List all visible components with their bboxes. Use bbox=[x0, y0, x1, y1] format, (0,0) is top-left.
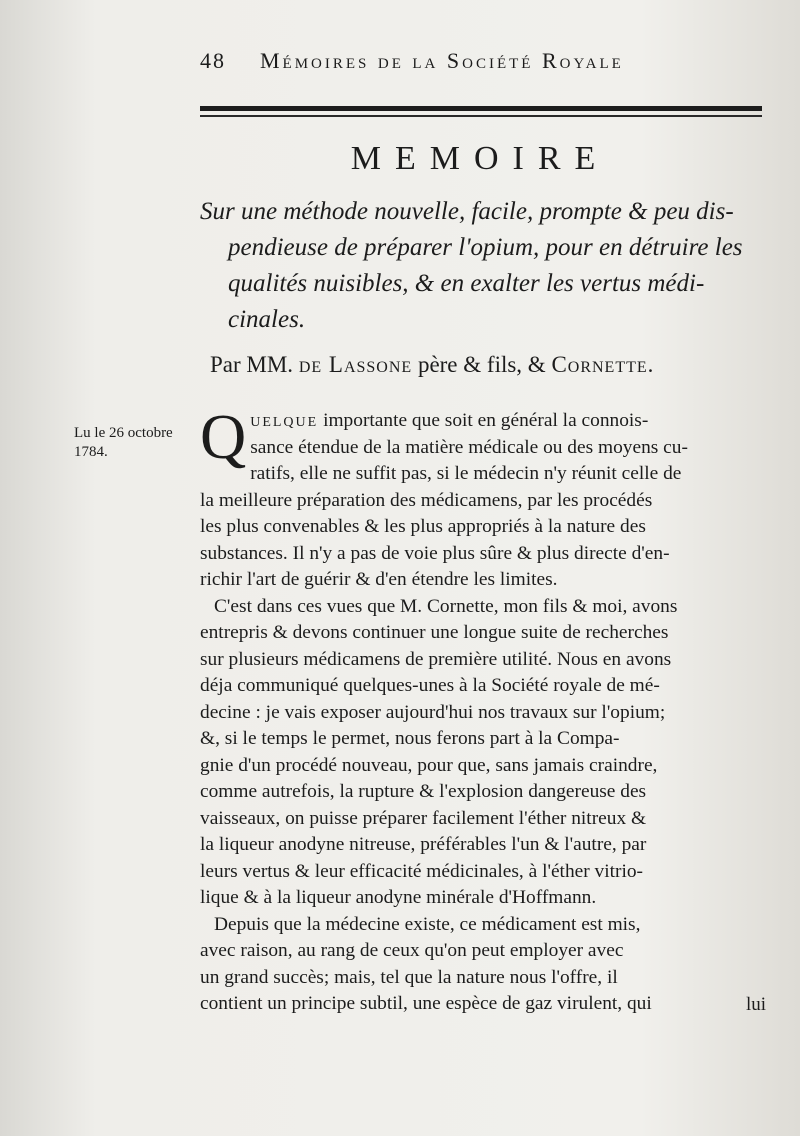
body-line: decine : je vais exposer aujourd'hui nos travaux sur l'opium; bbox=[200, 701, 666, 723]
body-line: &, si le temps le permet, nous ferons part à la Compa- bbox=[200, 728, 620, 749]
body-line: sur plusieurs médicamens de première utilité. Nous en avons bbox=[200, 648, 672, 670]
memoir-title: MEMOIRE bbox=[350, 140, 610, 177]
body-line: entrepris & devons continuer une longue suite de recherches bbox=[200, 622, 669, 643]
margin-note-date: Lu le 26 octobre bbox=[74, 425, 173, 441]
body-line: Depuis que la médecine existe, ce médicament est mis, bbox=[214, 913, 641, 935]
header-rule-thick bbox=[200, 106, 762, 111]
subtitle-line: cinales. bbox=[228, 306, 306, 333]
subtitle-line: qualités nuisibles, & en exalter les vertus médi- bbox=[228, 270, 705, 297]
body-line: la liqueur anodyne nitreuse, préférables l'un & l'autre, par bbox=[200, 834, 647, 855]
header-rule-thin bbox=[200, 115, 762, 117]
body-line: contient un principe subtil, une espèce de gaz virulent, qui bbox=[200, 993, 652, 1014]
authors-middle: père & fils, & bbox=[417, 352, 546, 377]
subtitle-line: pendieuse de préparer l'opium, pour en détruire les bbox=[228, 234, 743, 261]
body-line: C'est dans ces vues que M. Cornette, mon fils & moi, avons bbox=[214, 595, 678, 617]
body-line: substances. Il n'y a pas de voie plus sûre & plus directe d'en- bbox=[200, 542, 670, 564]
first-word: uelque bbox=[250, 410, 319, 431]
body-line: leurs vertus & leur efficacité médicinales, à l'éther vitrio- bbox=[200, 860, 644, 882]
body-line: comme autrefois, la rupture & l'explosion dangereuse des bbox=[200, 781, 647, 802]
catchword: lui bbox=[746, 994, 767, 1015]
memoir-subtitle bbox=[200, 194, 760, 338]
authors-prefix: Par MM. bbox=[210, 352, 294, 377]
body-line: vaisseaux, on puisse préparer facilement l'éther nitreux & bbox=[200, 807, 647, 829]
body-text bbox=[200, 401, 766, 1018]
body-line: ratifs, elle ne suffit pas, si le médecin n'y réunit celle de bbox=[250, 463, 682, 484]
authors-line bbox=[210, 352, 770, 378]
body-line: lique & à la liqueur anodyne minérale d'Hoffmann. bbox=[200, 887, 597, 908]
body-line: un grand succès; mais, tel que la nature nous l'offre, il bbox=[200, 966, 618, 988]
body-line: les plus convenables & les plus appropriés à la nature des bbox=[200, 516, 646, 537]
body-line: gnie d'un procédé nouveau, pour que, sans jamais craindre, bbox=[200, 754, 658, 776]
author-name: Cornette. bbox=[551, 352, 655, 377]
body-line: sance étendue de la matière médicale ou des moyens cu- bbox=[250, 436, 688, 458]
margin-note-year: 1784. bbox=[74, 444, 108, 460]
body-line: importante que soit en général la connois- bbox=[323, 410, 649, 431]
author-name: de Lassone bbox=[298, 352, 413, 377]
drop-cap: Q bbox=[200, 401, 247, 472]
page-number: 48 bbox=[200, 48, 226, 73]
margin-note bbox=[74, 424, 199, 462]
running-header bbox=[200, 48, 720, 82]
body-line: la meilleure préparation des médicamens, par les procédés bbox=[200, 489, 653, 511]
subtitle-line: Sur une méthode nouvelle, facile, prompte & peu dis- bbox=[200, 198, 734, 225]
running-title: Mémoires de la Société Royale bbox=[260, 48, 624, 73]
body-line: avec raison, au rang de ceux qu'on peut employer avec bbox=[200, 940, 624, 961]
body-line: déja communiqué quelques-unes à la Société royale de mé- bbox=[200, 675, 660, 696]
body-line: richir l'art de guérir & d'en étendre les limites. bbox=[200, 569, 558, 590]
